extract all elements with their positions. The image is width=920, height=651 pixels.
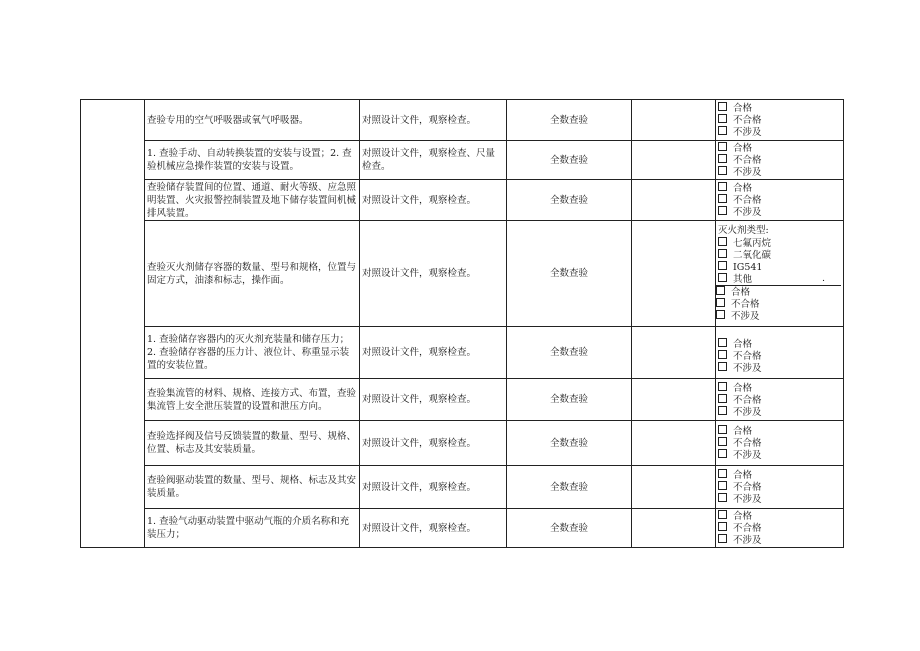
table-row xyxy=(81,327,844,379)
option-na[interactable]: 不涉及 xyxy=(716,310,841,322)
inspection-quantity: 全数查验 xyxy=(507,141,632,180)
checkbox-icon[interactable] xyxy=(718,206,727,215)
result-cell[interactable] xyxy=(632,327,716,379)
agent-option-other[interactable]: 其他 . xyxy=(718,273,841,285)
inspection-method: 对照设计文件，观察检查。 xyxy=(360,100,507,141)
option-na[interactable]: 不涉及 xyxy=(718,493,841,505)
inspection-quantity: 全数查验 xyxy=(507,180,632,221)
other-blank[interactable]: . xyxy=(821,273,825,284)
inspection-method: 对照设计文件，观察检查。 xyxy=(360,466,507,509)
table-row xyxy=(81,509,844,548)
checkbox-icon[interactable] xyxy=(718,522,727,531)
table-row xyxy=(81,100,844,141)
inspection-quantity: 全数查验 xyxy=(507,327,632,379)
conclusion-options xyxy=(716,466,844,509)
inspection-quantity: 全数查验 xyxy=(507,466,632,509)
option-fail[interactable]: 不合格 xyxy=(718,154,841,166)
option-na[interactable]: 不涉及 xyxy=(718,534,841,546)
result-cell[interactable] xyxy=(632,221,716,327)
checkbox-icon[interactable] xyxy=(718,142,727,151)
option-fail[interactable]: 不合格 xyxy=(718,522,841,534)
inspection-quantity: 全数查验 xyxy=(507,100,632,141)
inspection-quantity: 全数查验 xyxy=(507,421,632,466)
agent-option[interactable]: IG541 xyxy=(718,261,841,273)
category-cell xyxy=(81,100,145,548)
option-pass[interactable]: 合格 xyxy=(718,510,841,522)
table-row xyxy=(81,421,844,466)
checkbox-icon[interactable] xyxy=(718,154,727,163)
option-na[interactable]: 不涉及 xyxy=(718,406,841,418)
result-cell[interactable] xyxy=(632,509,716,548)
conclusion-options xyxy=(716,421,844,466)
result-cell[interactable] xyxy=(632,180,716,221)
checkbox-icon[interactable] xyxy=(718,102,727,111)
option-fail[interactable]: 不合格 xyxy=(718,394,841,406)
checkbox-icon[interactable] xyxy=(718,362,727,371)
option-pass[interactable]: 合格 xyxy=(718,142,841,154)
inspection-item: 查验集流管的材料、规格、连接方式、布置，查验集流管上安全泄压装置的设置和泄压方向。 xyxy=(145,379,360,421)
option-fail[interactable]: 不合格 xyxy=(718,350,841,362)
conclusion-options xyxy=(716,180,844,221)
option-pass[interactable]: 合格 xyxy=(718,182,841,194)
checkbox-icon[interactable] xyxy=(718,338,727,347)
option-pass[interactable]: 合格 xyxy=(718,425,841,437)
conclusion-options xyxy=(716,221,844,327)
option-pass[interactable]: 合格 xyxy=(718,102,841,114)
checkbox-icon[interactable] xyxy=(718,237,727,246)
checkbox-icon[interactable] xyxy=(718,493,727,502)
checkbox-icon[interactable] xyxy=(718,425,727,434)
agent-type-label: 灭火剂类型: xyxy=(718,225,769,236)
inspection-quantity: 全数查验 xyxy=(507,379,632,421)
option-fail[interactable]: 不合格 xyxy=(716,298,841,310)
checkbox-icon[interactable] xyxy=(718,382,727,391)
inspection-item: 1. 查验气动驱动装置中驱动气瓶的介质名称和充装压力； xyxy=(145,509,360,548)
table-row xyxy=(81,180,844,221)
option-na[interactable]: 不涉及 xyxy=(718,362,841,374)
table-row xyxy=(81,379,844,421)
inspection-item: 查验阀驱动装置的数量、型号、规格、标志及其安装质量。 xyxy=(145,466,360,509)
conclusion-options xyxy=(716,100,844,141)
checkbox-icon[interactable] xyxy=(718,166,727,175)
inspection-item: 查验储存装置间的位置、通道、耐火等级、应急照明装置、火灾报警控制装置及地下储存装置间机械排风装置。 xyxy=(145,180,360,221)
inspection-method: 对照设计文件，观察检查。 xyxy=(360,421,507,466)
option-na[interactable]: 不涉及 xyxy=(718,166,841,178)
inspection-item: 1. 查验手动、自动转换装置的安装与设置；2. 查验机械应急操作装置的安装与设置。 xyxy=(145,141,360,180)
checkbox-icon[interactable] xyxy=(718,126,727,135)
checkbox-icon[interactable] xyxy=(718,469,727,478)
checkbox-icon[interactable] xyxy=(716,310,725,319)
option-pass[interactable]: 合格 xyxy=(718,469,841,481)
inspection-method: 对照设计文件，观察检查。 xyxy=(360,180,507,221)
conclusion-options xyxy=(716,509,844,548)
option-pass[interactable]: 合格 xyxy=(718,382,841,394)
divider xyxy=(716,285,841,322)
option-fail[interactable]: 不合格 xyxy=(718,481,841,493)
agent-option[interactable]: 二氧化碳 xyxy=(718,249,841,261)
inspection-method: 对照设计文件，观察检查。 xyxy=(360,327,507,379)
conclusion-options xyxy=(716,379,844,421)
table-row xyxy=(81,221,844,327)
checkbox-icon[interactable] xyxy=(716,298,725,307)
checkbox-icon[interactable] xyxy=(718,437,727,446)
inspection-quantity: 全数查验 xyxy=(507,221,632,327)
inspection-method: 对照设计文件，观察检查。 xyxy=(360,379,507,421)
agent-option[interactable]: 七氟丙烷 xyxy=(718,237,841,249)
option-fail[interactable]: 不合格 xyxy=(718,194,841,206)
option-pass[interactable]: 合格 xyxy=(716,286,841,298)
inspection-method: 对照设计文件，观察检查。 xyxy=(360,509,507,548)
checkbox-icon[interactable] xyxy=(718,510,727,519)
conclusion-options xyxy=(716,141,844,180)
checkbox-icon[interactable] xyxy=(718,194,727,203)
option-pass[interactable]: 合格 xyxy=(718,338,841,350)
checkbox-icon[interactable] xyxy=(718,273,727,282)
checkbox-icon[interactable] xyxy=(718,534,727,543)
result-cell[interactable] xyxy=(632,421,716,466)
inspection-table xyxy=(80,99,844,548)
inspection-item: 1. 查验储存容器内的灭火剂充装量和储存压力；2. 查验储存容器的压力计、液位计、称重显示装置的安装位置。 xyxy=(145,327,360,379)
option-na[interactable]: 不涉及 xyxy=(718,206,841,218)
table-row xyxy=(81,466,844,509)
inspection-item: 查验专用的空气呼吸器或氧气呼吸器。 xyxy=(145,100,360,141)
option-fail[interactable]: 不合格 xyxy=(718,437,841,449)
option-fail[interactable]: 不合格 xyxy=(718,114,841,126)
result-cell[interactable] xyxy=(632,466,716,509)
checkbox-icon[interactable] xyxy=(718,394,727,403)
checkbox-icon[interactable] xyxy=(718,114,727,123)
checkbox-icon[interactable] xyxy=(718,249,727,258)
checkbox-icon[interactable] xyxy=(718,449,727,458)
checkbox-icon[interactable] xyxy=(716,286,725,295)
option-na[interactable]: 不涉及 xyxy=(718,126,841,138)
result-cell[interactable] xyxy=(632,141,716,180)
option-na[interactable]: 不涉及 xyxy=(718,449,841,461)
result-cell[interactable] xyxy=(632,100,716,141)
inspection-item: 查验选择阀及信号反馈装置的数量、型号、规格、位置、标志及其安装质量。 xyxy=(145,421,360,466)
checkbox-icon[interactable] xyxy=(718,261,727,270)
inspection-method: 对照设计文件，观察检查、尺量检查。 xyxy=(360,141,507,180)
conclusion-options xyxy=(716,327,844,379)
result-cell[interactable] xyxy=(632,379,716,421)
inspection-quantity: 全数查验 xyxy=(507,509,632,548)
inspection-method: 对照设计文件，观察检查。 xyxy=(360,221,507,327)
checkbox-icon[interactable] xyxy=(718,350,727,359)
table-row xyxy=(81,141,844,180)
checkbox-icon[interactable] xyxy=(718,481,727,490)
checkbox-icon[interactable] xyxy=(718,406,727,415)
checkbox-icon[interactable] xyxy=(718,182,727,191)
inspection-item: 查验灭火剂储存容器的数量、型号和规格，位置与固定方式，油漆和标志，操作面。 xyxy=(145,221,360,327)
